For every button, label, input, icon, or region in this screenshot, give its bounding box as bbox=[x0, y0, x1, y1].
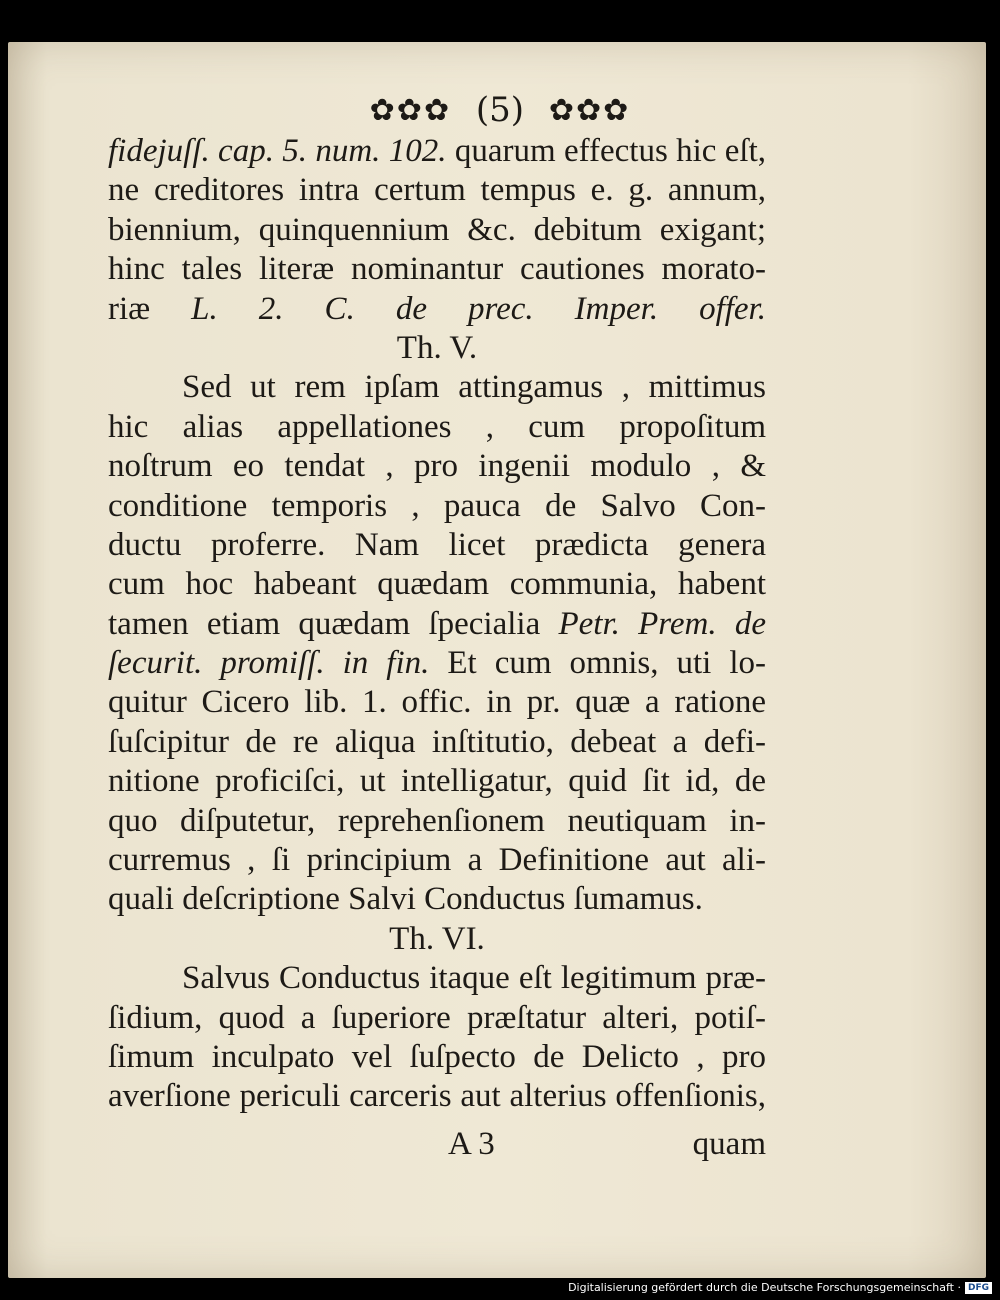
text-segment: noſtrum eo tendat , pro ingenii modulo , & bbox=[108, 448, 766, 485]
text-segment: riæ bbox=[108, 290, 151, 327]
text-segment: Et cum omnis, uti lo- bbox=[429, 645, 766, 682]
section-heading: Th. VI. bbox=[389, 920, 485, 957]
text-line bbox=[108, 211, 766, 250]
ornament-right-icon: ✿✿✿ bbox=[548, 92, 631, 128]
catchword: quam bbox=[692, 1126, 766, 1162]
text-segment: quo diſputetur, reprehenſionem neutiquam in- bbox=[108, 802, 766, 839]
citation: Petr. Prem. de bbox=[540, 605, 766, 642]
text-segment: Sed ut rem ipſam attingamus , mittimus bbox=[182, 369, 766, 406]
credit-text: Digitalisierung gefördert durch die Deutsche Forschungsgemeinschaft · bbox=[568, 1281, 961, 1294]
page-number: (5) bbox=[475, 90, 525, 130]
ornament-left-icon: ✿✿✿ bbox=[369, 92, 452, 128]
page-footer bbox=[108, 1126, 766, 1166]
text-segment: quarum effectus hic eſt, bbox=[446, 133, 766, 169]
text-line bbox=[108, 408, 766, 447]
page-header bbox=[0, 88, 1000, 130]
text-line bbox=[108, 723, 766, 762]
text-segment: hinc tales literæ nominantur cautiones morato- bbox=[108, 251, 766, 288]
text-line bbox=[108, 644, 766, 683]
text-line bbox=[108, 605, 766, 644]
text-line bbox=[108, 999, 766, 1038]
text-line bbox=[108, 171, 766, 210]
text-line bbox=[108, 290, 766, 329]
text-segment: curremus , ſi principium a Definitione aut ali- bbox=[108, 842, 766, 879]
text-line bbox=[108, 1077, 766, 1116]
body-text bbox=[108, 132, 766, 1117]
text-line bbox=[108, 802, 766, 841]
text-segment: cum hoc habeant quædam communia, habent bbox=[108, 566, 766, 603]
text-segment: hic alias appellationes , cum propoſitum bbox=[108, 408, 766, 445]
text-line bbox=[108, 762, 766, 801]
text-segment: ſidium, quod a ſuperiore præſtatur alteri, potiſ- bbox=[108, 999, 766, 1036]
text-segment: fidejuſſ. cap. 5. num. 102. bbox=[108, 133, 447, 169]
text-line bbox=[108, 1038, 766, 1077]
text-segment: ſimum inculpato vel ſuſpecto de Delicto , pro bbox=[108, 1038, 766, 1075]
dfg-logo-icon: DFG bbox=[965, 1282, 992, 1294]
text-segment: biennium, quinquennium &c. debitum exigant; bbox=[108, 211, 766, 248]
citation: ſecurit. promiſſ. in fin. bbox=[108, 645, 430, 682]
text-line bbox=[108, 526, 766, 565]
text-segment: nitione proficiſci, ut intelligatur, quid ſit id, de bbox=[108, 763, 766, 800]
text-segment: quali deſcriptione Salvi Conductus ſumamus. bbox=[108, 881, 703, 918]
text-line bbox=[108, 487, 766, 526]
text-line bbox=[108, 841, 766, 880]
citation: L. 2. C. de prec. Imper. offer. bbox=[150, 290, 766, 327]
text-segment: conditione temporis , pauca de Salvo Con- bbox=[108, 487, 766, 524]
text-line bbox=[108, 880, 766, 919]
text-segment: quitur Cicero lib. 1. offic. in pr. quæ a ratione bbox=[108, 684, 766, 721]
digitization-credit bbox=[568, 1280, 992, 1296]
text-line bbox=[108, 565, 766, 604]
text-line bbox=[108, 683, 766, 722]
text-line bbox=[108, 959, 766, 998]
text-line bbox=[108, 132, 766, 171]
text-line bbox=[108, 368, 766, 407]
signature-mark: A 3 bbox=[448, 1126, 495, 1162]
text-segment: ductu proferre. Nam licet prædicta genera bbox=[108, 526, 766, 563]
section-heading: Th. V. bbox=[396, 329, 478, 366]
text-segment: tamen etiam quædam ſpecialia bbox=[108, 605, 541, 642]
text-segment: ſuſcipitur de re aliqua inſtitutio, debeat a defi- bbox=[108, 723, 766, 760]
text-line bbox=[108, 447, 766, 486]
text-line bbox=[108, 250, 766, 289]
text-segment: ne creditores intra certum tempus e. g. annum, bbox=[108, 172, 766, 209]
text-segment: averſione periculi carceris aut alterius offenſionis, bbox=[108, 1078, 766, 1115]
text-segment: Salvus Conductus itaque eſt legitimum præ- bbox=[182, 960, 766, 997]
